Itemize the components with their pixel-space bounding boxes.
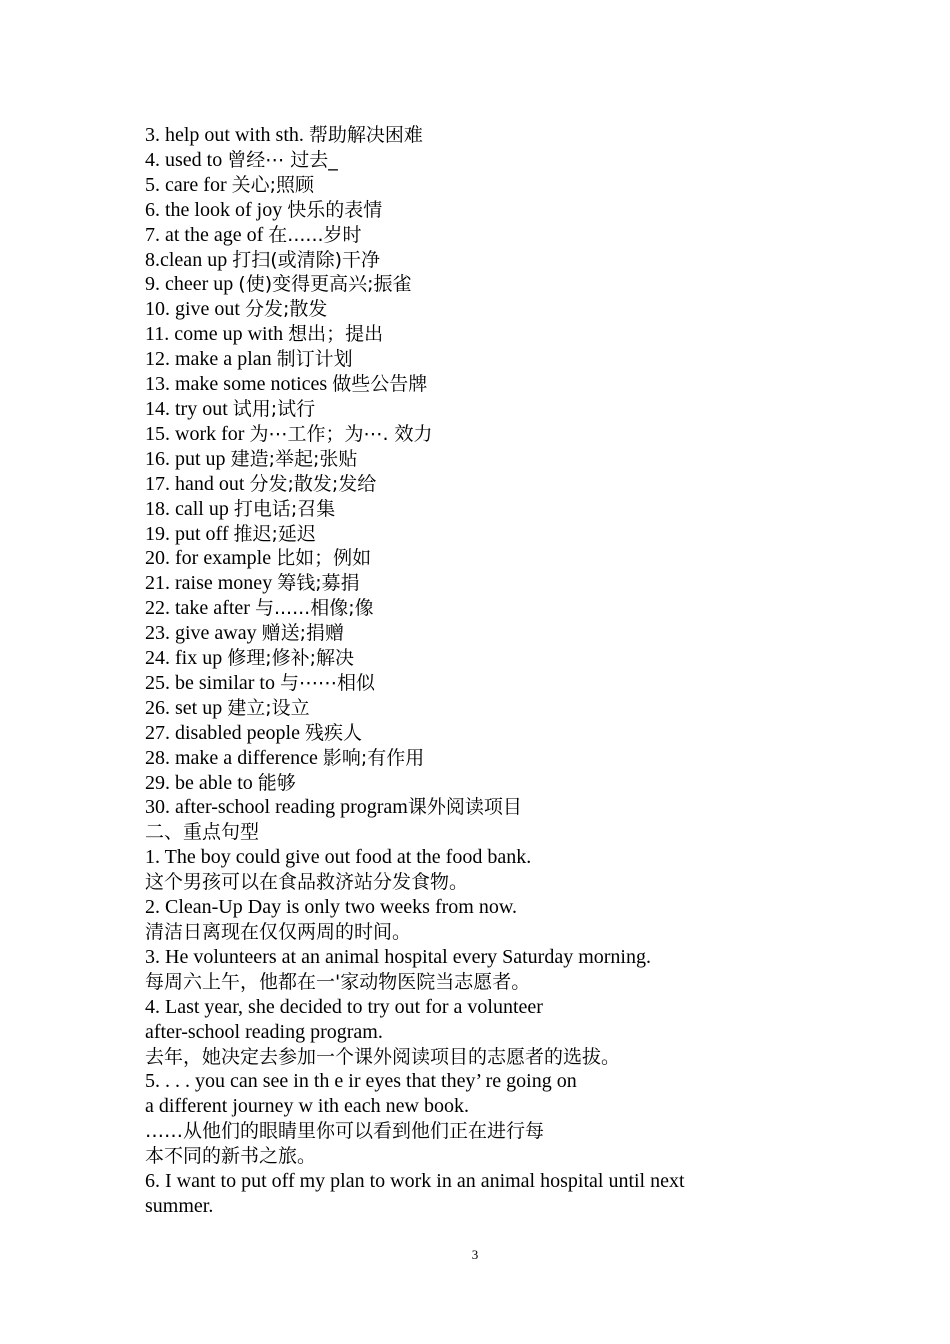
phrase-item (145, 795, 785, 820)
phrase-chinese: 打电话;召集 (233, 497, 336, 520)
sentence-line: 4. Last year, she decided to try out for a volunteer (145, 995, 543, 1018)
sentence-line: after-school reading program. (145, 1020, 383, 1043)
phrase-item (145, 646, 785, 671)
phrase-chinese: 做些公告牌 (332, 373, 428, 396)
phrase-chinese: 打扫(或清除)干净 (232, 248, 381, 271)
phrase-english: 3. help out with sth. (145, 124, 309, 146)
phrase-chinese: 制订计划 (276, 348, 353, 371)
phrase-chinese: 为⋯工作；为⋯. 效力 (249, 422, 433, 445)
sentence-line: 3. He volunteers at an animal hospital every Saturday morning. (145, 945, 651, 968)
phrase-english: 25. be similar to (145, 671, 280, 694)
phrase-chinese: 帮助解决困难 (308, 124, 423, 146)
phrase-item (145, 272, 785, 297)
phrase-english: 7. at the age of (145, 223, 269, 246)
phrase-item (145, 447, 785, 472)
phrase-item (145, 198, 785, 223)
phrase-chinese: 快乐的表情 (287, 198, 383, 221)
phrase-chinese: 分发;散发 (245, 298, 328, 321)
phrase-chinese: 课外阅读项目 (407, 796, 522, 819)
sentence-list (145, 845, 785, 1219)
sentence-line: 清洁日离现在仅仅两周的时间。 (145, 921, 412, 943)
phrase-english: 5. care for (145, 173, 232, 196)
sentence-line: 5. . . . you can see in th e ir eyes that they’ re going on (145, 1070, 577, 1093)
phrase-item (145, 771, 785, 796)
phrase-english: 8.clean up (145, 248, 233, 271)
sentence-line: 2. Clean-Up Day is only two weeks from now. (145, 896, 517, 919)
phrase-chinese: 赠送;捐赠 (261, 622, 345, 645)
phrase-item (145, 522, 785, 547)
phrase-item (145, 223, 785, 248)
phrase-chinese: 能够 (257, 771, 296, 794)
phrase-chinese: 建造;举起;张贴 (230, 447, 358, 470)
phrase-item (145, 472, 785, 497)
phrase-chinese: 与......相像;像 (254, 597, 374, 620)
phrase-chinese: 影响;有作用 (322, 746, 425, 769)
phrase-chinese: 筹钱;募捐 (277, 572, 360, 595)
phrase-chinese: 建立;设立 (227, 696, 310, 719)
phrase-item (145, 746, 785, 771)
phrase-item (145, 397, 785, 422)
sentence-line: summer. (145, 1194, 214, 1217)
document-body (145, 123, 785, 1219)
phrase-item (145, 297, 785, 322)
phrase-list (145, 123, 785, 820)
phrase-english: 20. for example (145, 547, 277, 570)
phrase-chinese: (使)变得更高兴;振雀 (238, 273, 412, 296)
phrase-english: 13. make some notices (145, 373, 333, 396)
phrase-item (145, 497, 785, 522)
phrase-chinese: 在......岁时 (268, 223, 362, 246)
phrase-chinese: 试用;试行 (232, 397, 316, 420)
phrase-chinese: 修理;修补;解决 (227, 647, 355, 670)
phrase-item (145, 696, 785, 721)
sentence-line: 1. The boy could give out food at the food bank. (145, 846, 532, 869)
phrase-english: 19. put off (145, 522, 234, 545)
sentence-line: 每周六上午，他都在一'家动物医院当志愿者。 (145, 970, 531, 993)
phrase-item (145, 148, 785, 173)
phrase-chinese: 分发;散发;发给 (249, 472, 377, 495)
phrase-item (145, 248, 785, 273)
phrase-english: 10. give out (145, 298, 245, 321)
phrase-english: 29. be able to (145, 771, 258, 794)
phrase-chinese: 关心;照顾 (231, 173, 315, 196)
page-number: 3 (471, 1247, 479, 1262)
phrase-english: 17. hand out (145, 472, 250, 495)
phrase-english: 27. disabled people (145, 721, 305, 744)
phrase-item (145, 173, 785, 198)
sentence-line: a different journey w ith each new book. (145, 1095, 469, 1118)
phrase-chinese: 与⋯⋯相似 (279, 671, 375, 694)
phrase-english: 30. after-school reading program (145, 796, 408, 819)
phrase-item (145, 422, 785, 447)
phrase-english: 26. set up (145, 696, 228, 719)
phrase-item (145, 596, 785, 621)
phrase-item (145, 347, 785, 372)
phrase-chinese: 想出；提出 (288, 323, 384, 346)
phrase-english: 24. fix up (145, 647, 228, 670)
phrase-chinese: 曾经⋯ 过去_ (227, 148, 338, 171)
phrase-english: 18. call up (145, 497, 234, 520)
phrase-english: 14. try out (145, 397, 233, 420)
phrase-english: 9. cheer up (145, 273, 239, 296)
phrase-chinese: 残疾人 (304, 721, 362, 744)
phrase-english: 6. the look of joy (145, 198, 288, 221)
phrase-english: 11. come up with (145, 323, 289, 346)
phrase-item (145, 721, 785, 746)
phrase-english: 15. work for (145, 422, 250, 445)
phrase-english: 16. put up (145, 447, 231, 470)
phrase-english: 12. make a plan (145, 348, 277, 371)
phrase-english: 4. used to (145, 148, 228, 171)
sentence-line: 6. I want to put off my plan to work in an animal hospital until next (145, 1170, 685, 1193)
phrase-item (145, 571, 785, 596)
phrase-english: 22. take after (145, 597, 255, 620)
phrase-english: 21. raise money (145, 572, 278, 595)
phrase-item (145, 621, 785, 646)
phrase-item (145, 671, 785, 696)
phrase-english: 23. give away (145, 622, 262, 645)
phrase-item (145, 322, 785, 347)
section-heading: 二、重点句型 (145, 821, 260, 844)
phrase-item (145, 123, 785, 148)
sentence-line: ……从他们的眼睛里你可以看到他们正在进行每 (145, 1120, 545, 1143)
phrase-item (145, 546, 785, 571)
phrase-chinese: 比如；例如 (276, 547, 372, 570)
phrase-item (145, 372, 785, 397)
sentence-line: 去年，她决定去参加一个课外阅读项目的志愿者的选拔。 (145, 1045, 621, 1068)
sentence-line: 本不同的新书之旅。 (145, 1145, 317, 1168)
phrase-chinese: 推迟;延迟 (233, 522, 316, 545)
sentence-line: 这个男孩可以在食品救济站分发食物。 (145, 871, 469, 894)
phrase-english: 28. make a difference (145, 746, 323, 769)
